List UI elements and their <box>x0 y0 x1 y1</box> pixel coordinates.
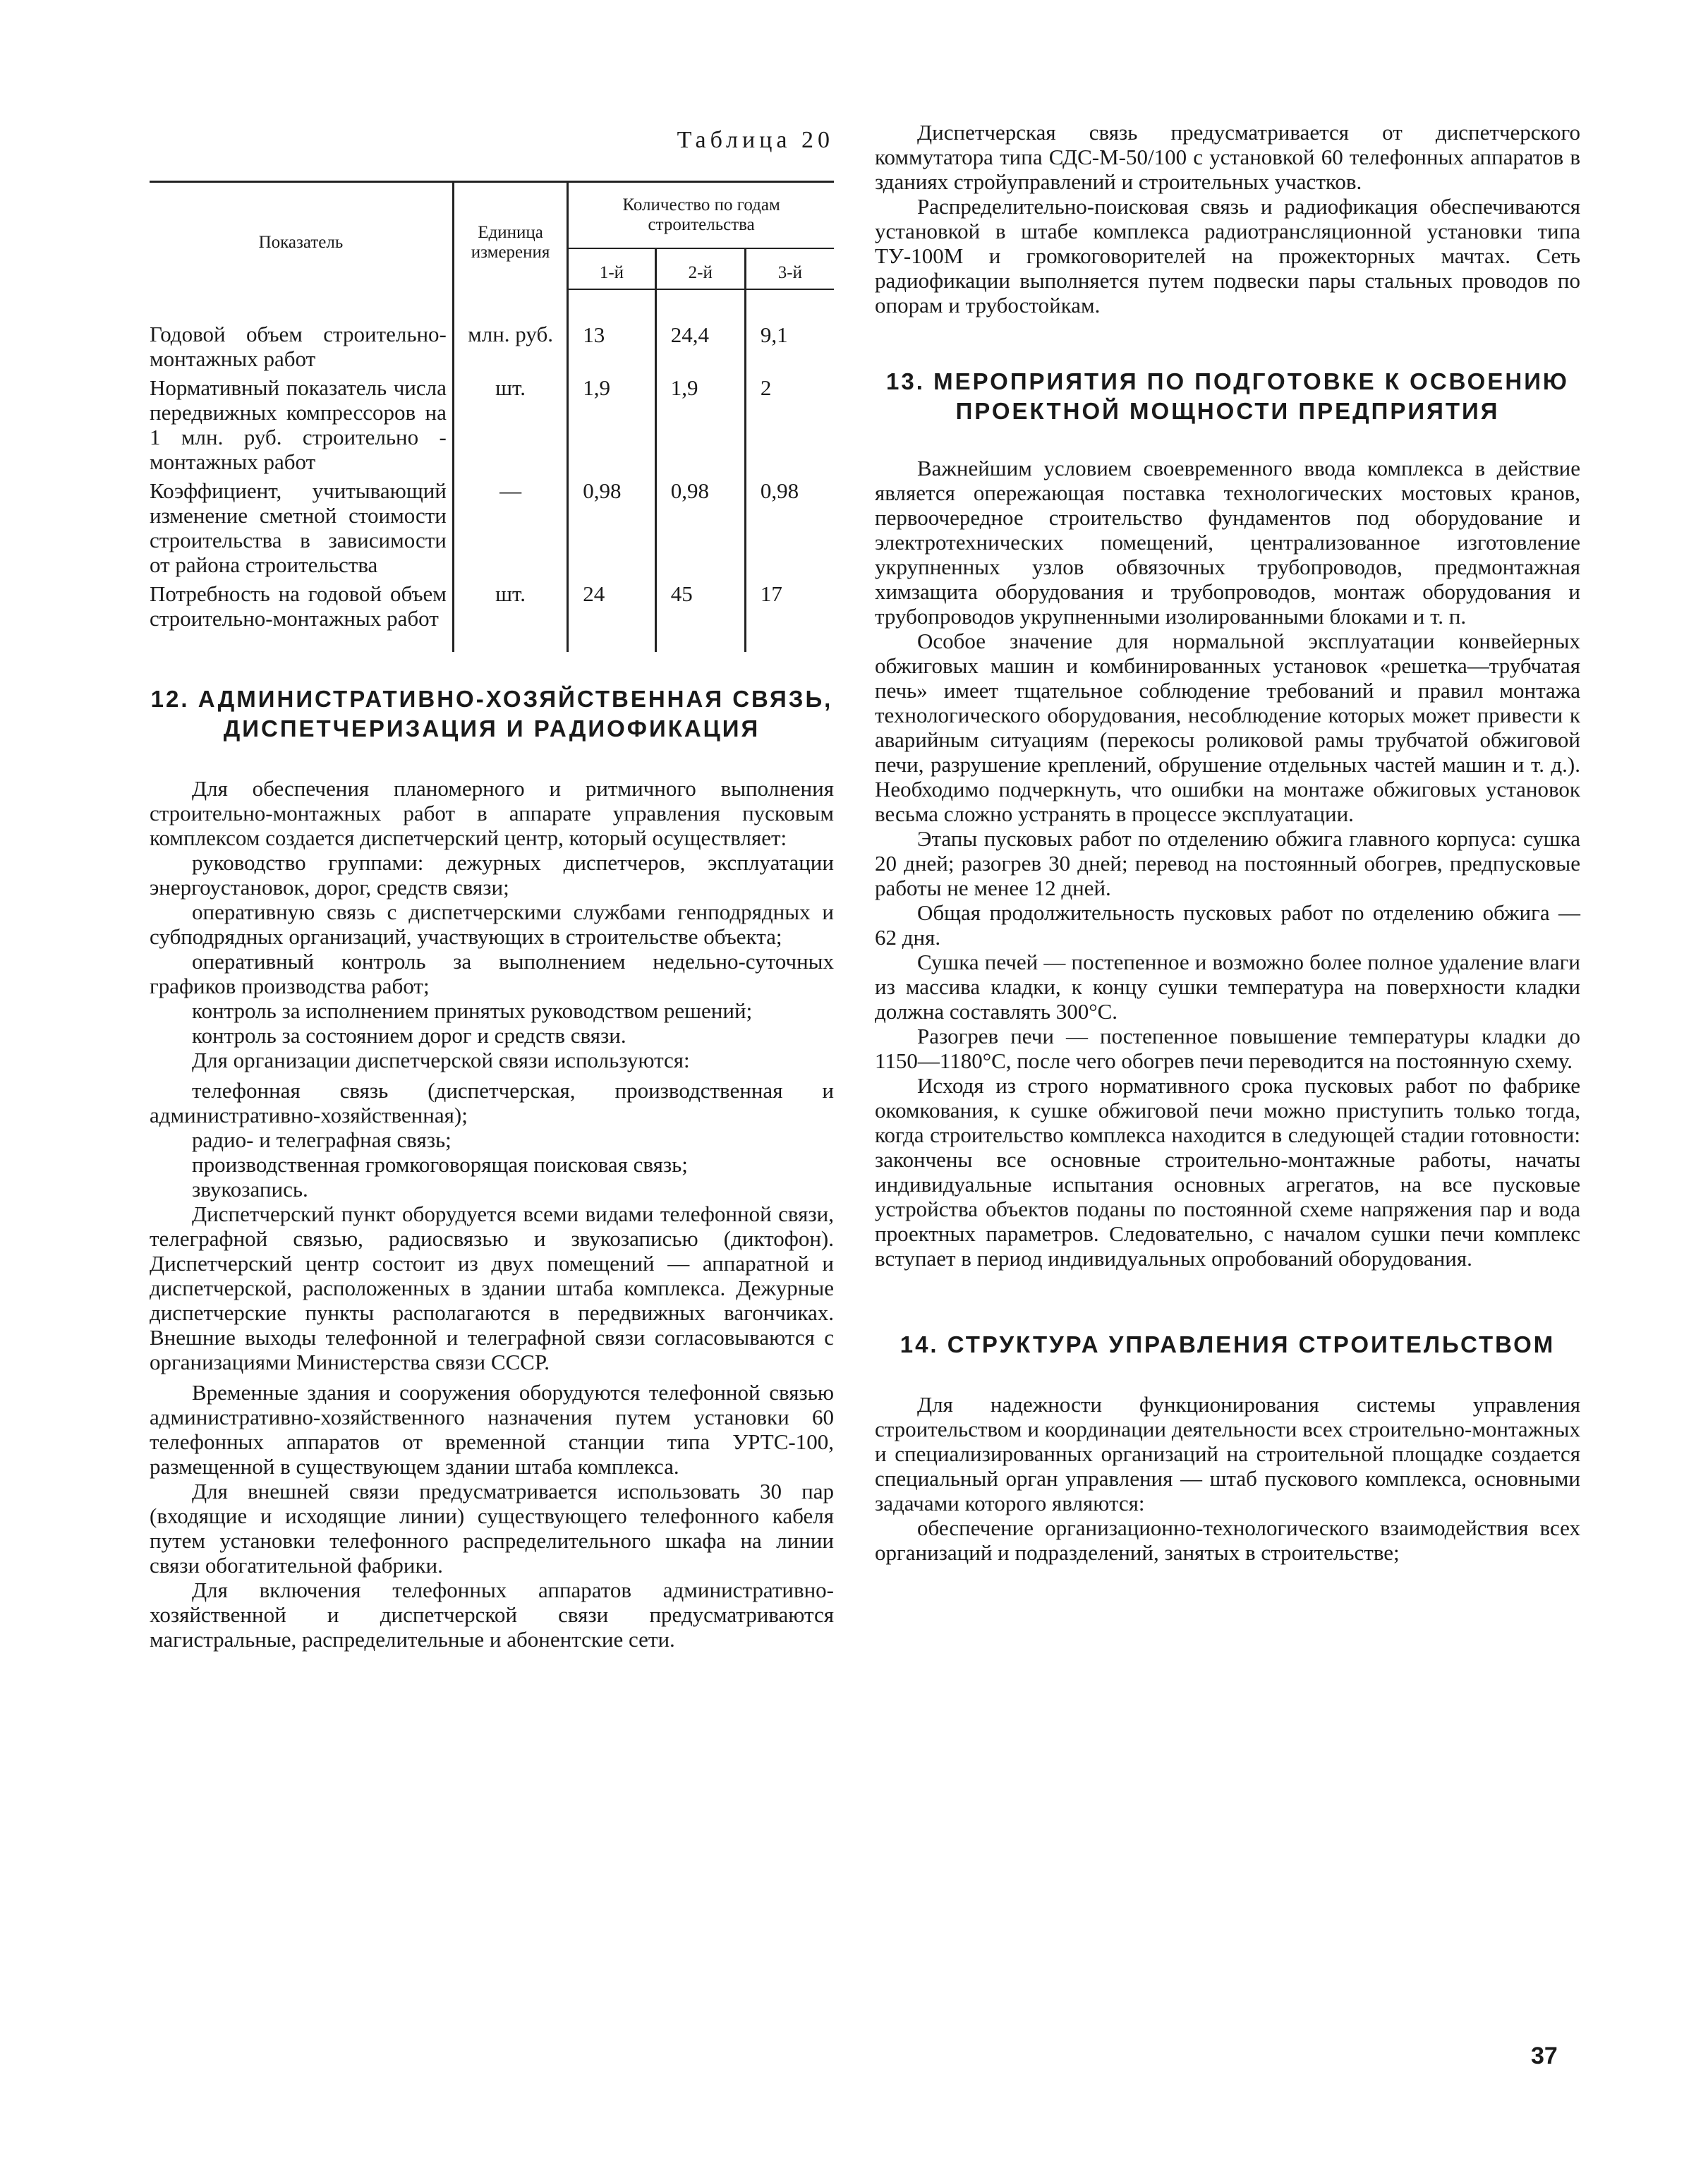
table-row <box>150 373 834 476</box>
header-year-1: 1-й <box>568 248 655 289</box>
row-unit: млн. руб. <box>453 289 567 373</box>
list-item: контроль за исполнением принятых руководством решений; <box>192 998 753 1023</box>
row-year-2: 24,4 <box>655 289 745 373</box>
paragraph: Сушка печей — постепенное и возможно более полное удаление влаги из массива кладки, к концу сушки температура на поверхности кладки должна составлять 300°С. <box>875 950 1580 1024</box>
row-year-2: 0,98 <box>655 476 745 579</box>
list-item: оперативный контроль за выполнением недельно-суточных графиков производства работ; <box>150 949 834 998</box>
paragraph: Исходя из строго нормативного срока пусковых работ по фабрике окомкования, к сушке обжиговой печи можно приступить только тогда, когда строительство комплекса находится в следующей стадии готовности: закончены все основные строительно-монтажные работы, начаты индивидуальные испытания основных агрегатов, на все пусковые устройства объектов поданы по постоянной схеме напряжения пар и вода проектных параметров. Следовательно, с началом сушки печи комплекс вступает в период индивидуальных опробований оборудования. <box>875 1073 1580 1271</box>
row-unit: шт. <box>453 579 567 652</box>
table-row <box>150 289 834 373</box>
header-year-2: 2-й <box>655 248 745 289</box>
list-item: звукозапись. <box>192 1177 308 1202</box>
paragraph: Для обеспечения планомерного и ритмичного выполнения строительно-монтажных работ в аппарате управления пусковым комплексом создается диспетчерский центр, который осуществляет: <box>150 776 834 850</box>
paragraph: Особое значение для нормальной эксплуатации конвейерных обжиговых машин и комбинированных установок «решетка—трубчатая печь» имеет тщательное соблюдение требований и правил монтажа технологического оборудования, несоблюдение которых может привести к аварийным ситуациям (перекосы роликовой рамы трубчатой обжиговой печи, разрушение креплений, обрушение отдельных частей машин и т. д.). Необходимо подчеркнуть, что ошибки на монтаже обжиговых установок весьма сложно устранять в процессе эксплуатации. <box>875 629 1580 826</box>
paragraph: Для внешней связи предусматривается использовать 30 пар (входящие и исходящие линии) существующего телефонного кабеля путем установки телефонного распределительного шкафа на линии связи обогатительной фабрики. <box>150 1479 834 1578</box>
paragraph: Важнейшим условием своевременного ввода комплекса в действие является опережающая поставка технологических мостовых кранов, первоочередное строительство фундаментов под оборудование и электротехнических помещений, централизованное изготовление укрупненных узлов обвязочных трубопроводов, предмонтажная химзащита оборудования и трубопроводов, монтаж оборудования и трубопроводов укрупненными изолированными блоками и т. п. <box>875 456 1580 629</box>
table-caption: Таблица 20 <box>677 127 834 153</box>
row-year-2: 45 <box>655 579 745 652</box>
paragraph: Для организации диспетчерской связи используются: <box>192 1048 690 1072</box>
right-column <box>875 120 1580 1565</box>
paragraph: Для включения телефонных аппаратов административно-хозяйственной и диспетчерской связи предусматриваются магистральные, распределительные и абонентские сети. <box>150 1578 834 1652</box>
list-item: телефонная связь (диспетчерская, производственная и административно-хозяйственная); <box>150 1078 834 1127</box>
row-year-3: 17 <box>760 581 782 606</box>
table-row <box>150 579 834 652</box>
list-item: радио- и телеграфная связь; <box>192 1127 452 1152</box>
header-indicator: Показатель <box>150 182 453 290</box>
row-unit: — <box>453 476 567 579</box>
row-year-1: 24 <box>568 579 655 652</box>
row-year-3: 2 <box>760 375 772 400</box>
row-year-2: 1,9 <box>655 373 745 476</box>
row-indicator: Потребность на годовой объем строительно-монтажных работ <box>150 579 453 652</box>
paragraph: Временные здания и сооружения оборудуются телефонной связью административно-хозяйственного назначения путем установки 60 телефонных аппаратов от временной станции типа УРТС-100, размещенной в существующем здании штаба комплекса. <box>150 1380 834 1479</box>
paragraph: Для надежности функционирования системы управления строительством и координации деятельности всех строительно-монтажных и специализированных организаций на строительной площадке создается специальный орган управления — штаб пускового комплекса, основными задачами которого являются: <box>875 1392 1580 1515</box>
paragraph: Диспетчерская связь предусматривается от диспетчерского коммутатора типа СДС-М-50/100 с установкой 60 телефонных аппаратов в зданиях стройуправлений и строительных участков. <box>875 120 1580 194</box>
list-item: оперативную связь с диспетчерскими службами генподрядных и субподрядных организаций, участвующих в строительстве объекта; <box>150 900 834 949</box>
row-indicator: Годовой объем строительно-монтажных работ <box>150 289 453 373</box>
row-indicator: Коэффициент, учитывающий изменение сметной стоимости строительства в зависимости от района строительства <box>150 476 453 579</box>
paragraph: Распределительно-поисковая связь и радиофикация обеспечиваются установкой в штабе комплекса радиотрансляционной установки типа ТУ-100М и громкоговорителей на прожекторных мачтах. Сеть радиофикации выполняется путем подвески пары стальных проводов по опорам и трубостойкам. <box>875 194 1580 317</box>
row-year-3: 0,98 <box>760 478 799 503</box>
row-indicator: Нормативный показатель числа передвижных компрессоров на 1 млн. руб. строительно - монтажных работ <box>150 373 453 476</box>
header-year-3: 3-й <box>745 248 834 289</box>
left-column <box>150 120 834 1652</box>
row-year-3: 9,1 <box>760 322 788 347</box>
paragraph: Разогрев печи — постепенное повышение температуры кладки до 1150—1180°С, после чего обогрев печи переводится на постоянную схему. <box>875 1024 1580 1073</box>
row-unit: шт. <box>453 373 567 476</box>
section-12-heading: 12. АДМИНИСТРАТИВНО-ХОЗЯЙСТВЕННАЯ СВЯЗЬ, ДИСПЕТЧЕРИЗАЦИЯ И РАДИОФИКАЦИЯ <box>150 686 833 742</box>
row-year-1: 13 <box>568 289 655 373</box>
list-item: контроль за состоянием дорог и средств связи. <box>192 1023 626 1048</box>
row-year-1: 0,98 <box>568 476 655 579</box>
paragraph: Диспетчерский пункт оборудуется всеми видами телефонной связи, телеграфной связью, радиосвязью и звукозаписью (диктофон). Диспетчерский центр состоит из двух помещений — аппаратной и диспетчерской, расположенных в здании штаба комплекса. Дежурные диспетчерские пункты располагаются в передвижных вагончиках. Внешние выходы телефонной и телеграфной связи согласовываются с организациями Министерства связи СССР. <box>150 1202 834 1374</box>
paragraph: Этапы пусковых работ по отделению обжига главного корпуса: сушка 20 дней; разогрев 30 дней; перевод на постоянный обогрев, предпусковые работы не менее 12 дней. <box>875 826 1580 900</box>
row-year-1: 1,9 <box>568 373 655 476</box>
header-years-group: Количество по годам строительства <box>568 182 834 249</box>
list-item: руководство группами: дежурных диспетчеров, эксплуатации энергоустановок, дорог, средств связи; <box>150 850 834 900</box>
table-row <box>150 476 834 579</box>
page-number: 37 <box>1531 2043 1558 2069</box>
table-20 <box>150 181 834 652</box>
list-item: производственная громкоговорящая поисковая связь; <box>192 1152 688 1177</box>
section-13-heading: 13. МЕРОПРИЯТИЯ ПО ПОДГОТОВКЕ К ОСВОЕНИЮ ПРОЕКТНОЙ МОЩНОСТИ ПРЕДПРИЯТИЯ <box>886 368 1569 424</box>
section-14-heading: 14. СТРУКТУРА УПРАВЛЕНИЯ СТРОИТЕЛЬСТВОМ <box>900 1331 1556 1357</box>
header-unit: Единица измерения <box>453 182 567 290</box>
list-item: обеспечение организационно-технологического взаимодействия всех организаций и подразделений, занятых в строительстве; <box>875 1515 1580 1565</box>
paragraph: Общая продолжительность пусковых работ по отделению обжига — 62 дня. <box>875 900 1580 950</box>
